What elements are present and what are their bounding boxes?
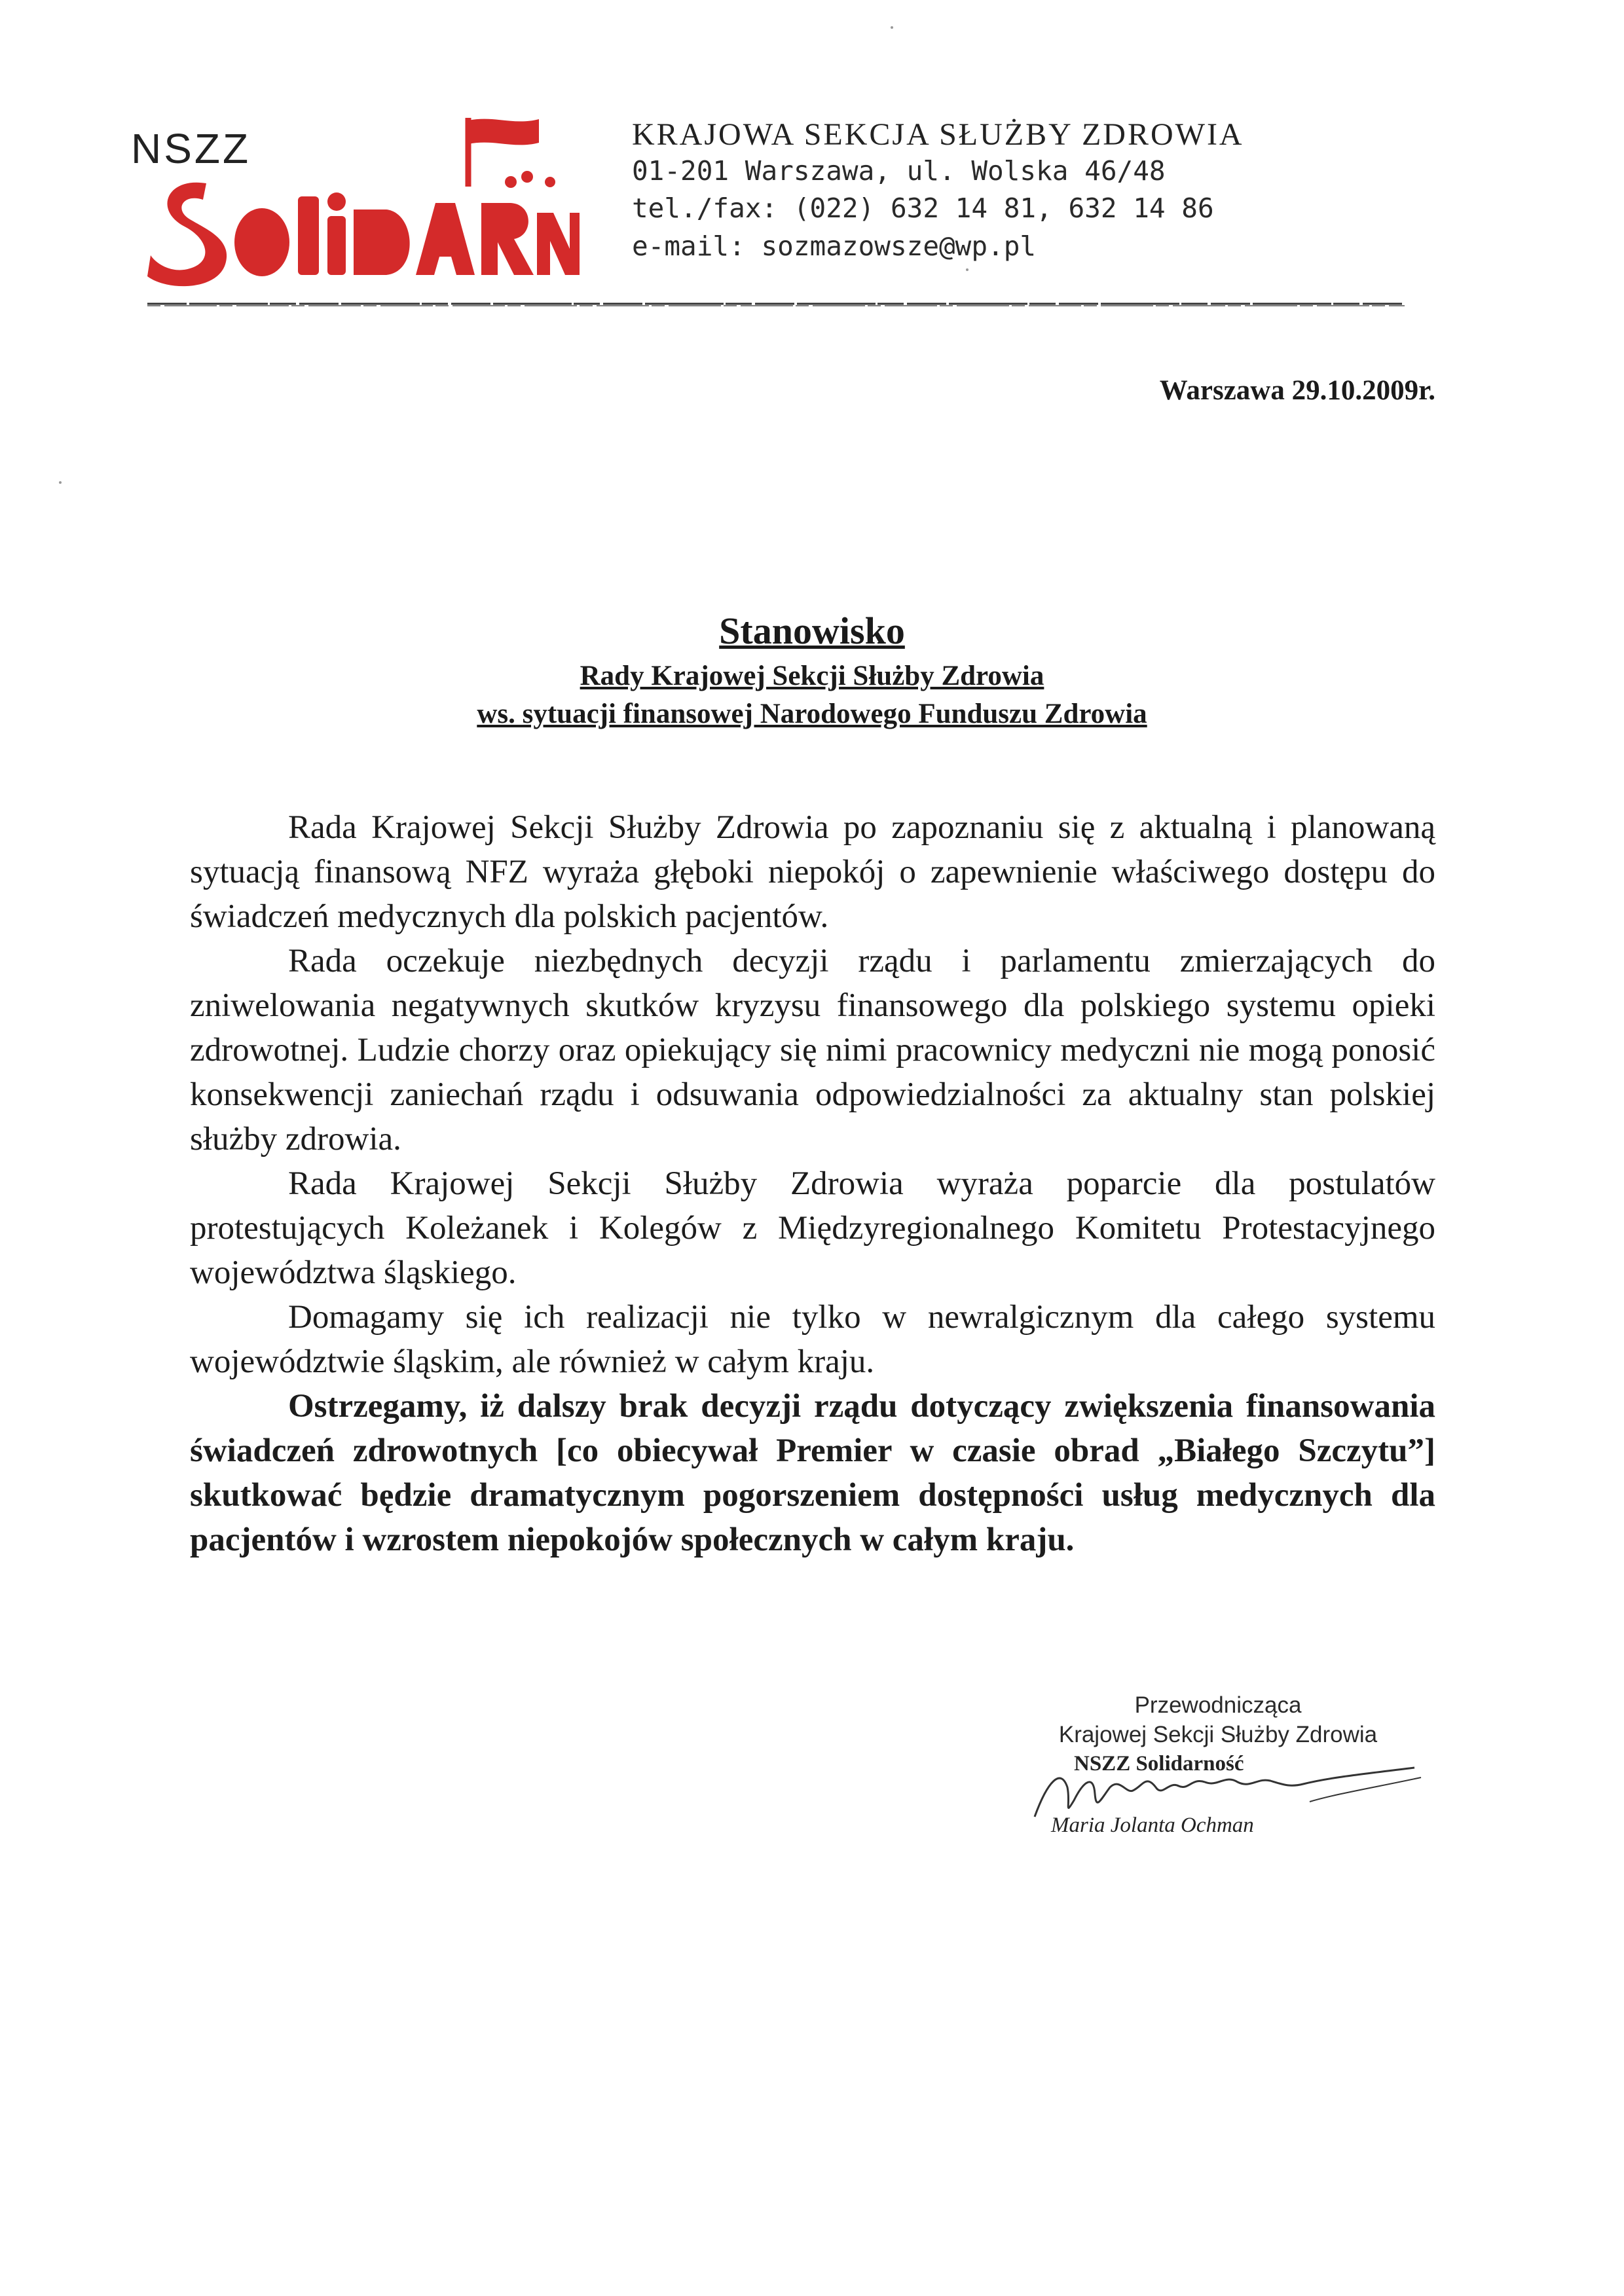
letterhead-email: e-mail: sozmazowsze@wp.pl <box>632 230 1037 262</box>
scan-speck <box>891 26 893 29</box>
document-body <box>190 805 1435 1562</box>
paragraph-5-warning: Ostrzegamy, iż dalszy brak decyzji rządu dotyczący zwiększenia finansowania świadczeń zdrowotnych [co obiecywał Premier w czasie obrad „Białego Szczytu”] skutkować będzie dramatycznym pogorszeniem dostępności usług medycznych dla pacjentów i wzrostem niepokojów społecznych w całym kraju. <box>190 1388 1435 1558</box>
solidarnosc-logo <box>128 105 580 295</box>
scan-speck <box>59 481 62 484</box>
paragraph-1: Rada Krajowej Sekcji Służby Zdrowia po zapoznaniu się z aktualną i planowaną sytuacją finansową NFZ wyraża głęboki niepokój o zapewnienie właściwego dostępu do świadczeń medycznych dla polskich pacjentów. <box>190 809 1435 935</box>
document-subtitle-2: ws. sytuacji finansowej Narodowego Funduszu Zdrowia <box>477 699 1147 729</box>
scan-speck <box>966 268 969 271</box>
paragraph-4: Domagamy się ich realizacji nie tylko w newralgicznym dla całego systemu województwie śląskim, ale również w całym kraju. <box>190 1299 1435 1380</box>
logo-nszz-text: NSZZ <box>131 125 251 172</box>
paragraph-3: Rada Krajowej Sekcji Służby Zdrowia wyraża poparcie dla postulatów protestujących Koleżanek i Kolegów z Międzyregionalnego Komitetu Protestacyjnego województwa śląskiego. <box>190 1165 1435 1291</box>
signature-title: Przewodnicząca <box>1134 1692 1302 1718</box>
letterhead-divider <box>147 301 1405 308</box>
document-subtitle-1: Rady Krajowej Sekcji Służby Zdrowia <box>580 661 1044 691</box>
document-date: Warszawa 29.10.2009r. <box>1159 375 1435 406</box>
document-title: Stanowisko <box>719 610 905 652</box>
letterhead-organization: KRAJOWA SEKCJA SŁUŻBY ZDROWIA <box>632 117 1244 152</box>
paragraph-2: Rada oczekuje niezbędnych decyzji rządu i parlamentu zmierzających do zniwelowania negatywnych skutków kryzysu finansowego dla polskiego systemu opieki zdrowotnej. Ludzie chorzy oraz opiekujący się nimi pracownicy medyczni nie mogą ponosić konsekwencji zaniechań rządu i odsuwania odpowiedzialności za aktualny stan polskiej służby zdrowia. <box>190 943 1435 1157</box>
signature-department: Krajowej Sekcji Służby Zdrowia <box>1058 1722 1378 1747</box>
signature-organization-stamp: NSZZ Solidarność <box>1074 1752 1244 1776</box>
letterhead-phone: tel./fax: (022) 632 14 81, 632 14 86 <box>632 192 1214 224</box>
signature-name-stamp: Maria Jolanta Ochman <box>1051 1813 1254 1837</box>
letterhead-address: 01-201 Warszawa, ul. Wolska 46/48 <box>632 155 1166 187</box>
